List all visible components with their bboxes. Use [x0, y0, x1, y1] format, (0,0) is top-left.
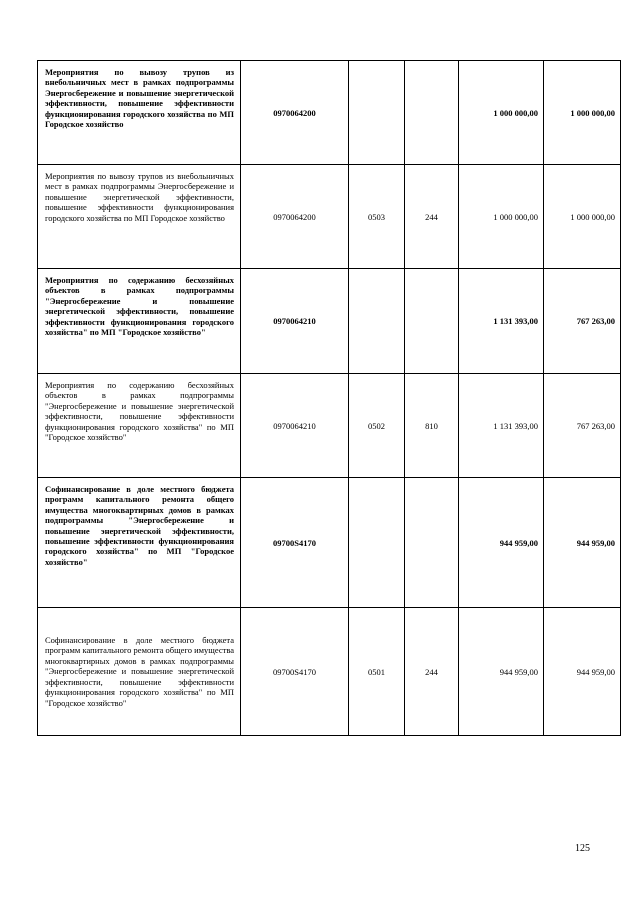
row-expense-type	[405, 478, 459, 608]
row-section	[349, 269, 405, 374]
row-amount-1: 1 131 393,00	[459, 374, 544, 478]
budget-table	[37, 60, 621, 736]
table-row	[38, 478, 621, 608]
row-amount-2: 1 000 000,00	[544, 61, 621, 165]
row-description: Софинансирование в доле местного бюджета программ капитального ремонта общего имущества многоквартирных домов в рамках подпрограммы "Энергосбережение и повышение энергетической эффективности, повышение эффективности функционирования городского хозяйства" по МП "Городское хозяйство"	[38, 478, 241, 608]
row-description: Мероприятия по вывозу трупов из внебольничных мест в рамках подпрограммы Энергосбережение и повышение энергетической эффективности, повышение эффективности функционирования городского хозяйства по МП Городское хозяйство	[38, 165, 241, 269]
table-row	[38, 374, 621, 478]
row-description: Мероприятия по содержанию бесхозяйных объектов в рамках подпрограммы "Энергосбережение и повышение энергетической эффективности, повышение эффективности функционирования городского хозяйства" по МП "Городское хозяйство"	[38, 374, 241, 478]
row-section: 0501	[349, 608, 405, 736]
row-section: 0503	[349, 165, 405, 269]
row-expense-type: 810	[405, 374, 459, 478]
row-amount-1: 1 000 000,00	[459, 61, 544, 165]
row-expense-type	[405, 269, 459, 374]
row-amount-1: 1 000 000,00	[459, 165, 544, 269]
row-section	[349, 478, 405, 608]
table-row	[38, 269, 621, 374]
row-target-code: 0970064210	[241, 269, 349, 374]
row-target-code: 09700S4170	[241, 608, 349, 736]
row-description: Софинансирование в доле местного бюджета программ капитального ремонта общего имущества многоквартирных домов в рамках подпрограммы "Энергосбережение и повышение энергетической эффективности, повышение эффективности функционирования городского хозяйства" по МП "Городское хозяйство"	[38, 608, 241, 736]
row-amount-2: 767 263,00	[544, 269, 621, 374]
page-number: 125	[575, 843, 590, 854]
row-expense-type	[405, 61, 459, 165]
row-amount-2: 944 959,00	[544, 478, 621, 608]
row-description: Мероприятия по содержанию бесхозяйных объектов в рамках подпрограммы "Энергосбережение и повышение энергетической эффективности, повышение эффективности функционирования городского хозяйства" по МП "Городское хозяйство"	[38, 269, 241, 374]
row-amount-2: 767 263,00	[544, 374, 621, 478]
row-amount-2: 944 959,00	[544, 608, 621, 736]
table-row	[38, 61, 621, 165]
row-expense-type: 244	[405, 608, 459, 736]
row-amount-1: 944 959,00	[459, 608, 544, 736]
row-amount-2: 1 000 000,00	[544, 165, 621, 269]
row-target-code: 0970064210	[241, 374, 349, 478]
table-row	[38, 608, 621, 736]
row-section	[349, 61, 405, 165]
row-description: Мероприятия по вывозу трупов из внебольничных мест в рамках подпрограммы Энергосбережение и повышение энергетической эффективности, повышение эффективности функционирования городского хозяйства по МП Городское хозяйство	[38, 61, 241, 165]
row-amount-1: 944 959,00	[459, 478, 544, 608]
row-amount-1: 1 131 393,00	[459, 269, 544, 374]
row-target-code: 0970064200	[241, 61, 349, 165]
row-expense-type: 244	[405, 165, 459, 269]
row-target-code: 09700S4170	[241, 478, 349, 608]
row-target-code: 0970064200	[241, 165, 349, 269]
table-row	[38, 165, 621, 269]
row-section: 0502	[349, 374, 405, 478]
